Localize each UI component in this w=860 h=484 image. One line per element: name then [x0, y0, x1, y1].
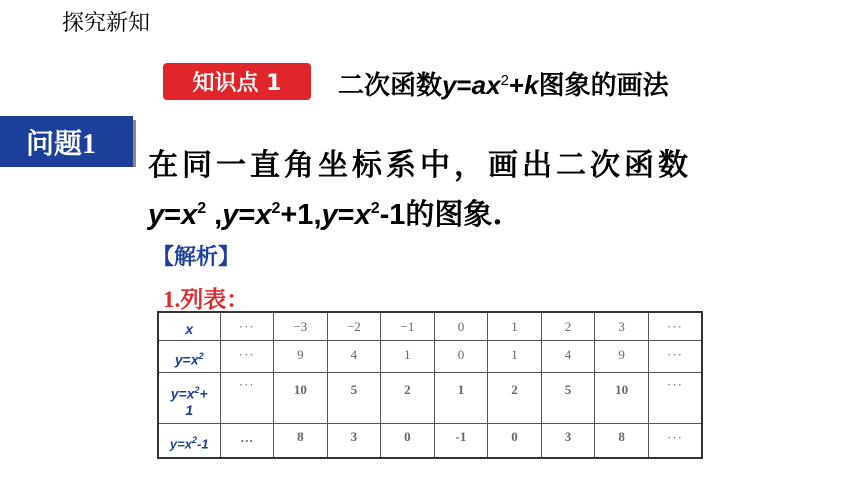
table-cell: ···	[648, 424, 702, 459]
f1-y: y	[148, 199, 165, 231]
kp-title-prefix: 二次函数	[338, 70, 443, 100]
table-cell: 3	[541, 424, 595, 459]
table-cell: 2	[488, 373, 542, 424]
table-cell: ···	[220, 340, 274, 372]
kp-formula-sup: 2	[500, 72, 509, 89]
f1-x: x	[181, 199, 198, 231]
kp-title-suffix: 图象的画法	[538, 70, 669, 100]
table-cell: 5	[541, 373, 595, 424]
kp-formula-ax: ax	[471, 70, 501, 100]
table-cell: 10	[595, 373, 649, 424]
f2-tail: +1,	[280, 199, 322, 231]
table-row-x	[158, 312, 702, 340]
line2-suffix: 的图象.	[405, 197, 503, 231]
rh2-sup: 2	[194, 385, 200, 396]
rh2-y: y	[170, 385, 179, 402]
table-cell: ···	[648, 312, 702, 340]
table-cell: 4	[327, 340, 381, 372]
rh3-eq: =	[177, 436, 185, 452]
row-head-y1	[158, 340, 220, 372]
kp-formula-plus: +	[508, 70, 525, 100]
question-line-2	[148, 192, 503, 233]
f1-sup: 2	[197, 200, 207, 217]
table-cell: 9	[595, 340, 649, 372]
table-cell: 8	[595, 424, 649, 459]
f3-sup: 2	[370, 200, 380, 217]
analysis-label: 【解析】	[152, 245, 241, 270]
table-cell: 2	[381, 373, 435, 424]
step-label: 1.列表：	[163, 287, 250, 312]
table-cell: -1	[434, 424, 488, 459]
rh2-eq: =	[178, 385, 187, 402]
section-title: 探究新知	[62, 11, 151, 36]
kp-formula-eq: =	[456, 70, 472, 100]
table-cell: 2	[541, 312, 595, 340]
knowledge-point-title	[338, 65, 669, 102]
f3-eq: =	[337, 199, 355, 231]
knowledge-point-badge: 知识点 1	[163, 63, 311, 100]
question-badge: 问题1	[0, 116, 133, 167]
row-head-x: x	[158, 312, 220, 340]
rh3-tail: -1	[197, 436, 209, 452]
rh1-x: x	[190, 351, 199, 368]
table-cell: 9	[274, 340, 328, 372]
table-cell: 5	[327, 373, 381, 424]
f2-y: y	[222, 199, 239, 231]
rh2-x: x	[186, 385, 195, 402]
question-line-1: 在同一直角坐标系中，画出二次函数	[148, 148, 692, 183]
table-cell: 0	[434, 340, 488, 372]
table-cell: 8	[274, 424, 328, 459]
table-cell: ···	[648, 373, 702, 424]
f3-x: x	[354, 199, 371, 231]
f1-eq: =	[164, 199, 182, 231]
kp-formula-y: y	[442, 70, 457, 100]
table-cell: −3	[274, 312, 328, 340]
table-row-y3	[158, 424, 702, 459]
rh1-y: y	[174, 351, 183, 368]
table-cell: −2	[327, 312, 381, 340]
rh1-eq: =	[182, 351, 191, 368]
rh2-tail: +	[199, 385, 208, 402]
table-cell: −1	[381, 312, 435, 340]
table-cell: ···	[220, 312, 274, 340]
row-head-y3	[158, 424, 220, 459]
f3-y: y	[321, 199, 338, 231]
table-cell: ···	[648, 340, 702, 372]
table-cell: 3	[595, 312, 649, 340]
rh3-x: x	[184, 436, 192, 452]
f3-tail: -1	[379, 199, 406, 231]
rh3-y: y	[169, 436, 178, 452]
kp-formula-k: k	[524, 70, 539, 100]
table-cell: 3	[327, 424, 381, 459]
sep1: ,	[206, 199, 223, 231]
table-cell: 4	[541, 340, 595, 372]
table-cell: 1	[488, 312, 542, 340]
table-row-y2	[158, 373, 702, 424]
table-row-y1	[158, 340, 702, 372]
value-table	[157, 311, 703, 459]
f2-sup: 2	[271, 200, 281, 217]
table-cell: 1	[488, 340, 542, 372]
f2-eq: =	[238, 199, 256, 231]
rh1-sup: 2	[198, 351, 204, 362]
table-cell: 0	[434, 312, 488, 340]
table-cell: 1	[381, 340, 435, 372]
row-head-y2	[158, 373, 220, 424]
rh2-line2: 1	[185, 401, 194, 418]
table-cell: …	[220, 424, 274, 459]
table-cell: 1	[434, 373, 488, 424]
f2-x: x	[255, 199, 272, 231]
table-cell: 0	[488, 424, 542, 459]
table-cell: 0	[381, 424, 435, 459]
table-cell: ···	[220, 373, 274, 424]
rh3-sup: 2	[191, 435, 197, 446]
table-cell: 10	[274, 373, 328, 424]
